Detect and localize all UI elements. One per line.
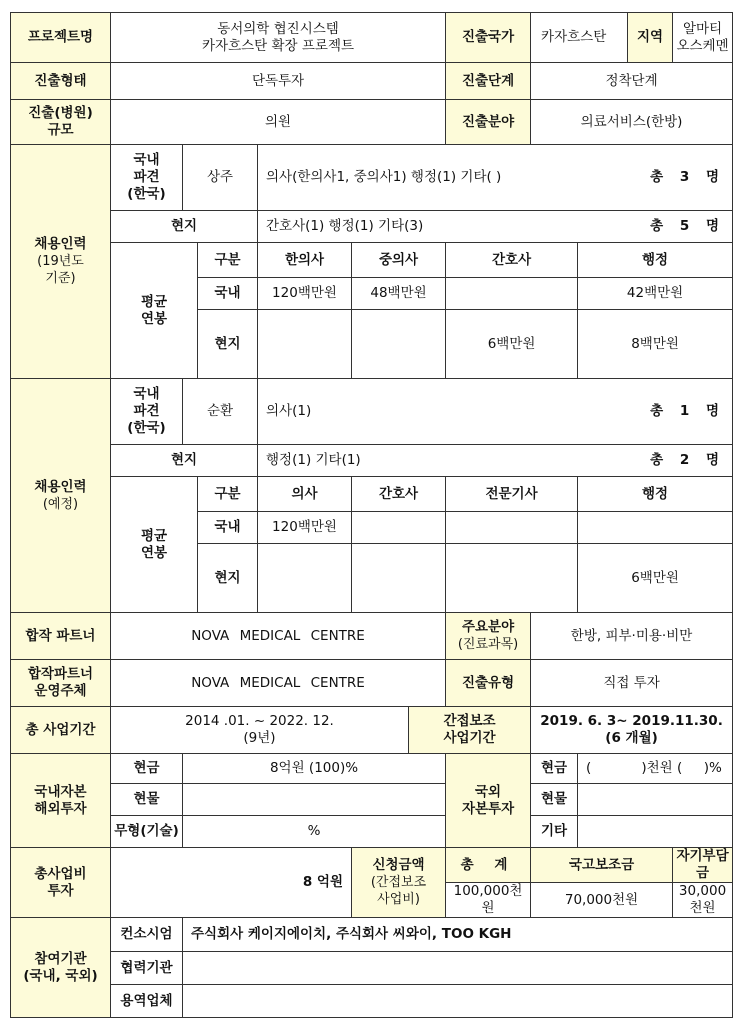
request-amount-label: 신청금액 (간접보조 사업비) — [352, 848, 446, 918]
staff-current-cell: 6백만원 — [446, 310, 578, 379]
staff-current-cell: 120백만원 — [258, 278, 352, 310]
staff-current-cell: 42백만원 — [578, 278, 733, 310]
staff-planned-dispatch-mode: 순환 — [183, 379, 258, 445]
period-range: 2014 .01. ~ 2022. 12. (9년) — [111, 707, 409, 754]
foreign-goods-value — [578, 784, 733, 816]
entry-stage-value: 정착단계 — [531, 63, 733, 100]
project-info-table — [10, 12, 733, 1018]
staff-current-label: 채용인력 (19년도 기준) — [11, 145, 111, 379]
staff-planned-cell — [258, 544, 352, 613]
staff-current-salary-label: 평균 연봉 — [111, 243, 198, 379]
participants-label: 참여기관 (국내, 국외) — [11, 918, 111, 1018]
entry-stage-label: 진출단계 — [446, 63, 531, 100]
entry-type-value: 단독투자 — [111, 63, 446, 100]
staff-planned-cell — [352, 544, 446, 613]
region-value: 알마티 오스케멘 — [673, 13, 733, 63]
consortium-value: 주식회사 케이지에이치, 주식회사 씨와이, TOO KGH — [183, 918, 733, 952]
staff-planned-cell — [446, 512, 578, 544]
budget-gov-value: 70,000천원 — [531, 883, 673, 918]
investment-goods-label: 현물 — [111, 784, 183, 816]
staff-current-cell: 48백만원 — [352, 278, 446, 310]
entry-field-value: 의료서비스(한방) — [531, 100, 733, 145]
staff-planned-header: 간호사 — [352, 477, 446, 512]
staff-current-header: 중의사 — [352, 243, 446, 278]
staff-planned-cell: 6백만원 — [578, 544, 733, 613]
cooperation-value — [183, 952, 733, 985]
budget-self-label: 자기부담금 — [673, 848, 733, 883]
staff-current-dispatch-total: 총 3 명 — [650, 169, 726, 185]
investment-cash-label: 현금 — [111, 754, 183, 784]
staff-planned-salary-label: 평균 연봉 — [111, 477, 198, 613]
period-label: 총 사업기간 — [11, 707, 111, 754]
investment-cash-value: 8억원 (100)% — [183, 754, 446, 784]
foreign-other-value — [578, 816, 733, 848]
staff-current-header: 행정 — [578, 243, 733, 278]
entry-type-label: 진출형태 — [11, 63, 111, 100]
staff-current-cell — [352, 310, 446, 379]
foreign-investment-label: 국외 자본투자 — [446, 754, 531, 848]
investment-intangible-label: 무형(기술) — [111, 816, 183, 848]
budget-sum-value: 100,000천원 — [446, 883, 531, 918]
budget-total: 8 억원 — [111, 848, 352, 918]
staff-current-local-total: 총 5 명 — [650, 218, 726, 234]
foreign-other-label: 기타 — [531, 816, 578, 848]
budget-sum-label: 총 계 — [446, 848, 531, 883]
country-value: 카자흐스탄 지역 — [531, 13, 673, 63]
investment-intangible-value: % — [183, 816, 446, 848]
partner-focus-value: 한방, 피부·미용·비만 — [531, 613, 733, 660]
partner-operator-label: 합작파트너 운영주체 — [11, 660, 111, 707]
partner-name: NOVA MEDICAL CENTRE — [111, 613, 446, 660]
service-value — [183, 985, 733, 1018]
staff-planned-header: 의사 — [258, 477, 352, 512]
foreign-cash-value: ( )천원 ( )% — [578, 754, 733, 784]
staff-planned-row-label: 현지 — [198, 544, 258, 613]
staff-current-dispatch-label: 국내 파견 (한국) — [111, 145, 183, 211]
budget-gov-label: 국고보조금 — [531, 848, 673, 883]
staff-current-local-detail: 간호사(1) 행정(1) 기타(3) 총 5 명 — [258, 211, 733, 243]
country-label: 진출국가 — [446, 13, 531, 63]
staff-planned-cell — [578, 512, 733, 544]
staff-planned-header: 전문기사 — [446, 477, 578, 512]
staff-planned-local-label: 현지 — [111, 445, 258, 477]
staff-planned-dispatch-detail: 의사(1) 총 1 명 — [258, 379, 733, 445]
staff-planned-local-total: 총 2 명 — [650, 452, 726, 468]
staff-current-row-label: 현지 — [198, 310, 258, 379]
staff-current-dispatch-mode: 상주 — [183, 145, 258, 211]
staff-current-header: 구분 — [198, 243, 258, 278]
foreign-cash-label: 현금 — [531, 754, 578, 784]
staff-planned-label: 채용인력 (예정) — [11, 379, 111, 613]
staff-current-row-label: 국내 — [198, 278, 258, 310]
foreign-goods-label: 현물 — [531, 784, 578, 816]
project-name: 동서의학 협진시스템 카자흐스탄 확장 프로젝트 — [111, 13, 446, 63]
indirect-period-value: 2019. 6. 3~ 2019.11.30. (6 개월) — [531, 707, 733, 754]
partner-operator-value: NOVA MEDICAL CENTRE — [111, 660, 446, 707]
indirect-period-label: 간접보조 사업기간 — [409, 707, 531, 754]
partner-entry-type-label: 진출유형 — [446, 660, 531, 707]
staff-planned-cell — [352, 512, 446, 544]
staff-current-cell: 8백만원 — [578, 310, 733, 379]
staff-planned-header: 구분 — [198, 477, 258, 512]
staff-current-cell — [258, 310, 352, 379]
budget-self-value: 30,000천원 — [673, 883, 733, 918]
staff-current-dispatch-detail: 의사(한의사1, 중의사1) 행정(1) 기타( ) 총 3 명 — [258, 145, 733, 211]
partner-focus-label: 주요분야 (진료과목) — [446, 613, 531, 660]
staff-current-cell — [446, 278, 578, 310]
staff-planned-dispatch-total: 총 1 명 — [650, 403, 726, 419]
investment-goods-value — [183, 784, 446, 816]
staff-planned-row-label: 국내 — [198, 512, 258, 544]
staff-planned-header: 행정 — [578, 477, 733, 512]
scale-label: 진출(병원) 규모 — [11, 100, 111, 145]
staff-current-header: 한의사 — [258, 243, 352, 278]
staff-planned-local-detail: 행정(1) 기타(1) 총 2 명 — [258, 445, 733, 477]
staff-planned-dispatch-label: 국내 파견 (한국) — [111, 379, 183, 445]
project-name-label: 프로젝트명 — [11, 13, 111, 63]
staff-current-header: 간호사 — [446, 243, 578, 278]
scale-value: 의원 — [111, 100, 446, 145]
staff-planned-cell — [446, 544, 578, 613]
partner-label: 합작 파트너 — [11, 613, 111, 660]
consortium-label: 컨소시엄 — [111, 918, 183, 952]
cooperation-label: 협력기관 — [111, 952, 183, 985]
domestic-investment-label: 국내자본 해외투자 — [11, 754, 111, 848]
budget-label: 총사업비 투자 — [11, 848, 111, 918]
staff-current-local-label: 현지 — [111, 211, 258, 243]
service-label: 용역업체 — [111, 985, 183, 1018]
entry-field-label: 진출분야 — [446, 100, 531, 145]
region-label: 지역 — [627, 13, 672, 63]
partner-entry-type-value: 직접 투자 — [531, 660, 733, 707]
staff-planned-cell: 120백만원 — [258, 512, 352, 544]
